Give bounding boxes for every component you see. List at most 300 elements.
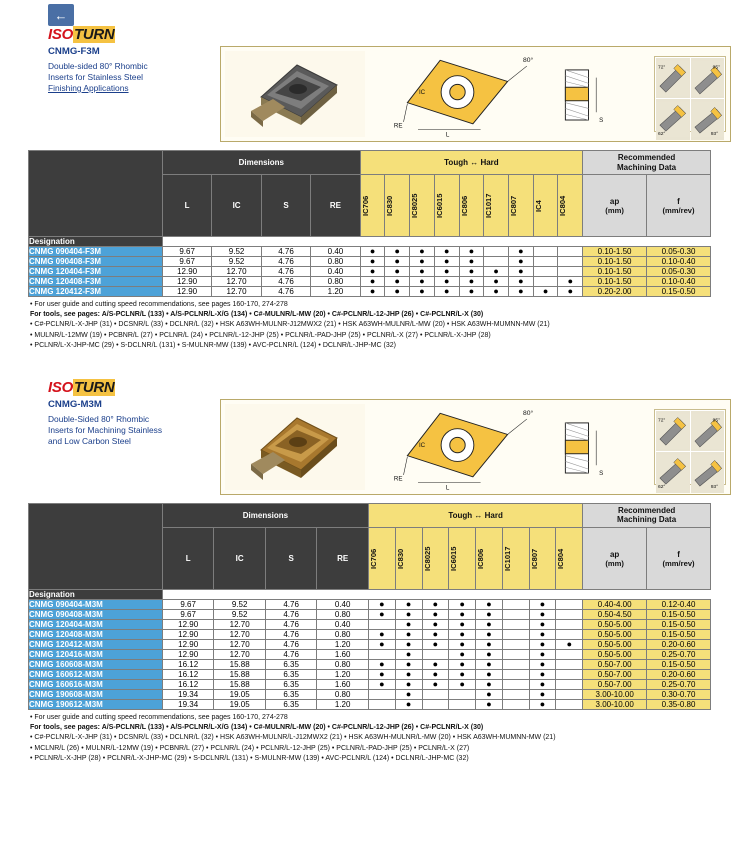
table-row[interactable] bbox=[29, 660, 711, 670]
col-grade-3-f3m: IC6015 bbox=[434, 175, 459, 237]
cell-grade-IC806: ● bbox=[459, 247, 484, 257]
col-grade-5-m3m: IC1017 bbox=[502, 528, 529, 590]
note-line-0: • For user guide and cutting speed recommendations, see pages 160-170, 274-278 bbox=[30, 301, 288, 309]
table-row[interactable] bbox=[29, 277, 711, 287]
cell-f: 0.15-0.50 bbox=[647, 660, 711, 670]
product-subtitle-line-2: Inserts for Stainless Steel bbox=[48, 71, 143, 82]
cell-ic: 15.88 bbox=[214, 680, 266, 690]
cell-grade-IC1017 bbox=[502, 630, 529, 640]
cell-grade-IC1017 bbox=[502, 620, 529, 630]
cell-l: 12.90 bbox=[162, 640, 214, 650]
cell-grade-IC6015: ● bbox=[434, 277, 459, 287]
col-grade-0-m3m: IC706 bbox=[368, 528, 395, 590]
cell-ic: 12.70 bbox=[214, 640, 266, 650]
machining-line-1-m3m: Recommended bbox=[617, 505, 676, 515]
cell-re: 1.60 bbox=[317, 650, 369, 660]
svg-text:L: L bbox=[445, 131, 450, 139]
table-row[interactable] bbox=[29, 620, 711, 630]
arrow-icon: ↔ bbox=[470, 158, 479, 168]
cell-grade-IC6015: ● bbox=[449, 600, 476, 610]
col-grade-2-f3m: IC8025 bbox=[410, 175, 435, 237]
cell-s: 4.76 bbox=[265, 600, 317, 610]
table-row[interactable] bbox=[29, 670, 711, 680]
cell-l: 12.90 bbox=[162, 620, 214, 630]
cell-grade-IC807: ● bbox=[529, 600, 556, 610]
cell-designation: CNMG 190608-M3M bbox=[29, 690, 163, 700]
cell-grade-IC804 bbox=[558, 257, 583, 267]
cell-grade-IC8025: ● bbox=[422, 660, 449, 670]
cell-grade-IC4: ● bbox=[533, 287, 558, 297]
cell-grade-IC1017: ● bbox=[484, 277, 509, 287]
cell-ic: 12.70 bbox=[214, 620, 266, 630]
cell-grade-IC6015: ● bbox=[449, 660, 476, 670]
cell-re: 1.20 bbox=[317, 640, 369, 650]
cell-grade-IC804: ● bbox=[556, 640, 583, 650]
col-designation-m3m: Designation bbox=[29, 590, 163, 600]
cell-s: 6.35 bbox=[265, 690, 317, 700]
table-row[interactable] bbox=[29, 650, 711, 660]
cell-grade-IC807: ● bbox=[529, 620, 556, 630]
cell-ap: 0.50-4.50 bbox=[583, 610, 647, 620]
insert-diagram-panel-f3m bbox=[220, 46, 731, 142]
cell-s: 6.35 bbox=[265, 660, 317, 670]
machining-line-1: Recommended bbox=[617, 153, 676, 162]
cell-s: 4.76 bbox=[265, 640, 317, 650]
cell-grade-IC804 bbox=[556, 600, 583, 610]
product-heading-m3m bbox=[48, 399, 216, 495]
cell-f: 0.35-0.80 bbox=[647, 700, 711, 710]
cell-grade-IC804 bbox=[556, 690, 583, 700]
cell-grade-IC1017 bbox=[502, 600, 529, 610]
cell-l: 9.67 bbox=[162, 257, 211, 267]
cell-grade-IC807: ● bbox=[509, 247, 534, 257]
f-unit: (mm/rev) bbox=[662, 205, 695, 215]
cell-grade-IC706: ● bbox=[368, 630, 395, 640]
cell-grade-IC6015: ● bbox=[449, 620, 476, 630]
cell-s: 4.76 bbox=[265, 620, 317, 630]
cell-grade-IC830: ● bbox=[395, 660, 422, 670]
col-L-m3m: L bbox=[162, 528, 214, 590]
note-line-4-m3m: • PCLNR/L-X-JHP (28) • PCLNR/L-X-JHP-MC (29) • S-DCLNR/L (131) • S-MULNR-MW (139) • AVC-PCLNR/L (124) • DCLNR/L-JHP-MC (32) bbox=[30, 754, 469, 762]
note-line-4: • PCLNR/L-X-JHP-MC (29) • S-DCLNR/L (131) • S-MULNR-MW (139) • AVC-PCLNR/L (124) • DCLNR/L-JHP-MC (32) bbox=[30, 341, 396, 349]
cell-s: 4.76 bbox=[261, 277, 310, 287]
ap-unit: (mm) bbox=[605, 205, 624, 215]
cell-grade-IC706: ● bbox=[360, 257, 385, 267]
cell-re: 1.60 bbox=[317, 680, 369, 690]
cell-re: 0.80 bbox=[317, 690, 369, 700]
cell-grade-IC706: ● bbox=[360, 277, 385, 287]
cell-f: 0.25-0.70 bbox=[647, 680, 711, 690]
cell-grade-IC4 bbox=[533, 257, 558, 267]
cell-f: 0.30-0.70 bbox=[647, 690, 711, 700]
cell-ic: 12.70 bbox=[214, 630, 266, 640]
note-line-2: • C#-PCLNR/L-X-JHP (31) • DCSNR/L (33) • DCLNR/L (32) • HSK A63WH-MULNR-J12MWX2 (21) • HSK A63WH-MULNR/L-MW (20) • HSK A63WH-MUMNN-MW (21) bbox=[30, 321, 550, 329]
insert-diagram-panel-m3m bbox=[220, 399, 731, 495]
cell-grade-IC6015: ● bbox=[449, 650, 476, 660]
svg-text:95°: 95° bbox=[712, 418, 720, 424]
col-grade-2-m3m: IC8025 bbox=[422, 528, 449, 590]
table-row[interactable] bbox=[29, 247, 711, 257]
cell-grade-IC6015 bbox=[449, 690, 476, 700]
cell-grade-IC706 bbox=[368, 700, 395, 710]
cell-grade-IC8025 bbox=[422, 650, 449, 660]
cell-designation: CNMG 090408-M3M bbox=[29, 610, 163, 620]
cell-grade-IC807: ● bbox=[529, 700, 556, 710]
group-machining-f3m bbox=[583, 151, 711, 175]
cell-grade-IC706: ● bbox=[368, 600, 395, 610]
col-grade-8-f3m: IC804 bbox=[558, 175, 583, 237]
cell-grade-IC6015: ● bbox=[434, 257, 459, 267]
brand-turn-text: TURN bbox=[73, 26, 115, 43]
cell-grade-IC806: ● bbox=[476, 650, 503, 660]
cell-re: 0.80 bbox=[311, 257, 360, 267]
cell-s: 6.35 bbox=[265, 700, 317, 710]
cell-re: 0.40 bbox=[311, 267, 360, 277]
cell-ic: 9.52 bbox=[212, 247, 261, 257]
cell-f: 0.15-0.50 bbox=[647, 620, 711, 630]
table-row[interactable] bbox=[29, 287, 711, 297]
cell-s: 4.76 bbox=[261, 247, 310, 257]
cell-ic: 12.70 bbox=[214, 650, 266, 660]
cell-f: 0.15-0.50 bbox=[647, 287, 711, 297]
cell-designation: CNMG 120412-F3M bbox=[29, 287, 163, 297]
cell-l: 9.67 bbox=[162, 610, 214, 620]
cell-ap: 0.50-5.00 bbox=[583, 640, 647, 650]
cell-designation: CNMG 120404-F3M bbox=[29, 267, 163, 277]
group-tough-hard-f3m bbox=[360, 151, 582, 175]
col-grade-1-f3m: IC830 bbox=[385, 175, 410, 237]
cell-grade-IC6015: ● bbox=[434, 267, 459, 277]
cell-grade-IC807: ● bbox=[529, 610, 556, 620]
table-row[interactable] bbox=[29, 680, 711, 690]
cell-grade-IC804: ● bbox=[558, 287, 583, 297]
holder-icon-3 bbox=[656, 99, 690, 139]
cell-grade-IC1017 bbox=[502, 700, 529, 710]
spec-table-f3m bbox=[28, 150, 711, 297]
cell-grade-IC1017 bbox=[502, 650, 529, 660]
cell-grade-IC804 bbox=[558, 247, 583, 257]
col-RE-f3m: RE bbox=[311, 175, 360, 237]
cell-grade-IC6015: ● bbox=[449, 610, 476, 620]
cell-f: 0.10-0.40 bbox=[647, 257, 711, 267]
note-line-2-m3m: • C#-PCLNR/L-X-JHP (31) • DCSNR/L (33) • DCLNR/L (32) • HSK A63WH-MULNR/L-J12MWX2 (21) • HSK A63WH-MULNR/L-MW (20) • HSK A63WH-MUMNN-MW (21) bbox=[30, 734, 556, 742]
table-row[interactable] bbox=[29, 267, 711, 277]
cell-ic: 15.88 bbox=[214, 670, 266, 680]
cell-grade-IC8025: ● bbox=[422, 620, 449, 630]
cell-grade-IC706: ● bbox=[368, 610, 395, 620]
group-machining-m3m bbox=[583, 503, 711, 527]
cell-grade-IC804 bbox=[556, 630, 583, 640]
cell-grade-IC806: ● bbox=[476, 620, 503, 630]
cell-re: 0.80 bbox=[317, 610, 369, 620]
cell-designation: CNMG 120408-F3M bbox=[29, 277, 163, 287]
cell-grade-IC1017 bbox=[502, 690, 529, 700]
insert-dimension-drawing-f3m bbox=[365, 47, 654, 141]
cell-s: 4.76 bbox=[265, 610, 317, 620]
cell-ic: 9.52 bbox=[212, 257, 261, 267]
cell-grade-IC830: ● bbox=[395, 640, 422, 650]
holder-icon-4 bbox=[691, 99, 725, 139]
product-heading-f3m bbox=[48, 46, 216, 142]
cell-ap: 0.50-7.00 bbox=[583, 660, 647, 670]
col-grade-3-m3m: IC6015 bbox=[449, 528, 476, 590]
cell-designation: CNMG 120408-M3M bbox=[29, 630, 163, 640]
cell-ap: 0.10-1.50 bbox=[583, 267, 647, 277]
cell-grade-IC8025: ● bbox=[410, 287, 435, 297]
cell-grade-IC706 bbox=[368, 650, 395, 660]
svg-text:IC: IC bbox=[418, 441, 426, 449]
svg-text:IC: IC bbox=[418, 89, 426, 96]
cell-grade-IC1017: ● bbox=[484, 267, 509, 277]
cell-grade-IC806: ● bbox=[476, 670, 503, 680]
cell-designation: CNMG 090408-F3M bbox=[29, 257, 163, 267]
table-corner-m3m bbox=[29, 503, 163, 589]
col-f-m3m bbox=[647, 528, 711, 590]
cell-grade-IC8025: ● bbox=[422, 670, 449, 680]
f-unit-m3m: (mm/rev) bbox=[662, 558, 695, 568]
product-title: CNMG-F3M bbox=[48, 46, 100, 57]
cell-ap: 0.40-4.00 bbox=[583, 600, 647, 610]
cell-grade-IC804 bbox=[556, 620, 583, 630]
cell-designation: CNMG 120416-M3M bbox=[29, 650, 163, 660]
cell-ap: 0.10-1.50 bbox=[583, 277, 647, 287]
cell-s: 4.76 bbox=[265, 630, 317, 640]
col-grade-7-f3m: IC4 bbox=[533, 175, 558, 237]
table-body-m3m bbox=[29, 600, 711, 710]
cell-grade-IC8025: ● bbox=[410, 247, 435, 257]
cell-grade-IC706: ● bbox=[368, 680, 395, 690]
cell-f: 0.05-0.30 bbox=[647, 267, 711, 277]
holder-icon-1-m3m bbox=[656, 411, 690, 451]
cell-grade-IC830: ● bbox=[395, 650, 422, 660]
machining-line-2: Machining Data bbox=[617, 162, 677, 172]
cell-grade-IC6015: ● bbox=[449, 680, 476, 690]
cell-grade-IC806: ● bbox=[476, 600, 503, 610]
note-line-3: • MULNR/L-12MW (19) • PCBNR/L (27) • PCLNR/L (24) • PCLNR/L-12-JHP (25) • PCLNR/L-PAD-JHP (25) • PCLNR/L-X (27) • PCLNR/L-X-JHP (28) bbox=[30, 331, 491, 339]
note-line-3-m3m: • MCLNR/L (26) • MULNR/L-12MW (19) • PCBNR/L (27) • PCLNR/L (24) • PCLNR/L-12-JHP (25) • PCLNR/L-PAD-JHP (25) • PCLNR/L-X (27) bbox=[30, 744, 470, 752]
cell-grade-IC806: ● bbox=[476, 680, 503, 690]
cell-grade-IC706: ● bbox=[360, 247, 385, 257]
table-row[interactable] bbox=[29, 690, 711, 700]
cell-grade-IC807: ● bbox=[509, 267, 534, 277]
cell-designation: CNMG 120404-M3M bbox=[29, 620, 163, 630]
cell-grade-IC830: ● bbox=[385, 267, 410, 277]
cell-grade-IC804 bbox=[556, 660, 583, 670]
cell-grade-IC4 bbox=[533, 247, 558, 257]
cell-grade-IC6015: ● bbox=[434, 287, 459, 297]
cell-l: 12.90 bbox=[162, 630, 214, 640]
cell-grade-IC807: ● bbox=[529, 640, 556, 650]
table-row[interactable] bbox=[29, 610, 711, 620]
col-RE-m3m: RE bbox=[317, 528, 369, 590]
cell-grade-IC8025: ● bbox=[410, 277, 435, 287]
cell-ap: 3.00-10.00 bbox=[583, 700, 647, 710]
spec-table-m3m bbox=[28, 503, 711, 710]
cell-grade-IC804 bbox=[556, 680, 583, 690]
cell-designation: CNMG 120412-M3M bbox=[29, 640, 163, 650]
table-row[interactable] bbox=[29, 600, 711, 610]
cell-s: 4.76 bbox=[265, 650, 317, 660]
cell-l: 9.67 bbox=[162, 600, 214, 610]
label-tough: Tough bbox=[444, 158, 468, 168]
cell-grade-IC8025: ● bbox=[410, 257, 435, 267]
cell-grade-IC8025 bbox=[422, 700, 449, 710]
cell-grade-IC804 bbox=[556, 700, 583, 710]
cell-ap: 0.50-7.00 bbox=[583, 680, 647, 690]
table-row[interactable] bbox=[29, 257, 711, 267]
product-subtitle-underlined: Finishing Applications bbox=[48, 82, 129, 93]
cell-re: 1.20 bbox=[311, 287, 360, 297]
cell-re: 0.40 bbox=[317, 600, 369, 610]
cell-grade-IC807: ● bbox=[529, 650, 556, 660]
cell-grade-IC806: ● bbox=[459, 267, 484, 277]
cell-l: 12.90 bbox=[162, 267, 211, 277]
cell-grade-IC830: ● bbox=[385, 287, 410, 297]
cell-ic: 12.70 bbox=[212, 267, 261, 277]
cell-s: 6.35 bbox=[265, 680, 317, 690]
cell-designation: CNMG 160608-M3M bbox=[29, 660, 163, 670]
cell-f: 0.12-0.40 bbox=[647, 600, 711, 610]
note-line-0-m3m: • For user guide and cutting speed recommendations, see pages 160-170, 274-278 bbox=[30, 714, 288, 722]
cell-grade-IC1017 bbox=[484, 247, 509, 257]
col-grade-7-m3m: IC804 bbox=[556, 528, 583, 590]
cell-grade-IC6015 bbox=[449, 700, 476, 710]
cell-re: 0.80 bbox=[317, 630, 369, 640]
cell-ic: 12.70 bbox=[212, 287, 261, 297]
col-grade-4-m3m: IC806 bbox=[476, 528, 503, 590]
cell-re: 0.40 bbox=[311, 247, 360, 257]
cell-ap: 0.10-1.50 bbox=[583, 257, 647, 267]
table-row[interactable] bbox=[29, 640, 711, 650]
cell-grade-IC6015: ● bbox=[434, 247, 459, 257]
ap-label: ap bbox=[609, 196, 620, 206]
cell-designation: CNMG 160612-M3M bbox=[29, 670, 163, 680]
svg-text:93°: 93° bbox=[710, 132, 718, 138]
cell-ap: 0.50-5.00 bbox=[583, 630, 647, 640]
holder-icon-3-m3m bbox=[656, 452, 690, 492]
holder-icon-2-m3m bbox=[691, 411, 725, 451]
cell-ic: 19.05 bbox=[214, 700, 266, 710]
cell-grade-IC4 bbox=[533, 277, 558, 287]
cell-grade-IC804 bbox=[556, 610, 583, 620]
cell-re: 0.80 bbox=[317, 660, 369, 670]
col-S-m3m: S bbox=[265, 528, 317, 590]
group-dimensions-m3m: Dimensions bbox=[162, 503, 368, 527]
cell-grade-IC706: ● bbox=[368, 660, 395, 670]
insert-photo-f3m bbox=[225, 51, 365, 137]
svg-text:72°: 72° bbox=[657, 418, 666, 424]
svg-text:95°: 95° bbox=[712, 65, 720, 71]
product-subtitle-line-1: Double-sided 80° Rhombic bbox=[48, 60, 148, 71]
col-grade-1-m3m: IC830 bbox=[395, 528, 422, 590]
cell-ap: 0.50-5.00 bbox=[583, 650, 647, 660]
cell-grade-IC807: ● bbox=[509, 287, 534, 297]
cell-grade-IC8025: ● bbox=[422, 600, 449, 610]
cell-designation: CNMG 190612-M3M bbox=[29, 700, 163, 710]
cell-grade-IC804 bbox=[556, 670, 583, 680]
cell-grade-IC806: ● bbox=[476, 660, 503, 670]
cell-f: 0.15-0.50 bbox=[647, 630, 711, 640]
cell-grade-IC1017 bbox=[502, 640, 529, 650]
cell-ic: 19.05 bbox=[214, 690, 266, 700]
label-hard: Hard bbox=[480, 158, 499, 168]
col-IC-f3m: IC bbox=[212, 175, 261, 237]
ap-unit-m3m: (mm) bbox=[605, 558, 624, 568]
group-tough-hard-m3m bbox=[368, 503, 582, 527]
cell-designation: CNMG 160616-M3M bbox=[29, 680, 163, 690]
cell-grade-IC806: ● bbox=[476, 700, 503, 710]
cell-grade-IC6015: ● bbox=[449, 670, 476, 680]
cell-ic: 9.52 bbox=[214, 610, 266, 620]
insert-dimension-drawing-m3m bbox=[365, 400, 654, 494]
cell-grade-IC706: ● bbox=[360, 267, 385, 277]
f-label-m3m: f bbox=[677, 549, 680, 559]
cell-grade-IC804 bbox=[558, 267, 583, 277]
cell-grade-IC6015: ● bbox=[449, 630, 476, 640]
cell-grade-IC1017 bbox=[484, 257, 509, 267]
cell-grade-IC830: ● bbox=[395, 600, 422, 610]
cell-grade-IC806: ● bbox=[476, 610, 503, 620]
cell-grade-IC8025: ● bbox=[422, 680, 449, 690]
cell-re: 0.40 bbox=[317, 620, 369, 630]
svg-text:62°: 62° bbox=[657, 132, 666, 138]
cell-grade-IC806: ● bbox=[459, 277, 484, 287]
cell-l: 16.12 bbox=[162, 680, 214, 690]
svg-text:80°: 80° bbox=[522, 410, 534, 418]
product-subtitle-2-line-3: and Low Carbon Steel bbox=[48, 435, 131, 446]
label-hard-2: Hard bbox=[484, 510, 503, 520]
cell-grade-IC830: ● bbox=[395, 670, 422, 680]
cell-grade-IC1017: ● bbox=[484, 287, 509, 297]
cell-s: 6.35 bbox=[265, 670, 317, 680]
cell-ap: 0.50-5.00 bbox=[583, 620, 647, 630]
cell-grade-IC807: ● bbox=[529, 660, 556, 670]
cell-grade-IC830: ● bbox=[395, 690, 422, 700]
group-dimensions-f3m: Dimensions bbox=[162, 151, 360, 175]
cell-grade-IC830: ● bbox=[395, 700, 422, 710]
cell-grade-IC1017 bbox=[502, 610, 529, 620]
machining-line-2-m3m: Machining Data bbox=[617, 515, 677, 525]
cell-grade-IC8025: ● bbox=[410, 267, 435, 277]
table-row[interactable] bbox=[29, 700, 711, 710]
cell-grade-IC1017 bbox=[502, 680, 529, 690]
cell-s: 4.76 bbox=[261, 287, 310, 297]
cell-designation: CNMG 090404-M3M bbox=[29, 600, 163, 610]
product-section-f3m bbox=[0, 26, 739, 351]
cell-grade-IC830: ● bbox=[385, 247, 410, 257]
cell-grade-IC807: ● bbox=[529, 630, 556, 640]
arrow-icon-2: ↔ bbox=[474, 510, 483, 520]
insert-photo-m3m bbox=[225, 404, 365, 490]
table-corner-f3m bbox=[29, 151, 163, 237]
cell-grade-IC804 bbox=[556, 650, 583, 660]
back-button[interactable]: ← bbox=[48, 4, 74, 26]
notes-m3m bbox=[28, 713, 711, 764]
cell-grade-IC1017 bbox=[502, 660, 529, 670]
cell-grade-IC830: ● bbox=[395, 680, 422, 690]
col-grade-4-f3m: IC806 bbox=[459, 175, 484, 237]
table-row[interactable] bbox=[29, 630, 711, 640]
label-tough-2: Tough bbox=[448, 510, 473, 520]
col-grade-5-f3m: IC1017 bbox=[484, 175, 509, 237]
col-L-f3m: L bbox=[162, 175, 211, 237]
cell-f: 0.10-0.40 bbox=[647, 277, 711, 287]
cell-grade-IC706 bbox=[368, 690, 395, 700]
svg-text:93°: 93° bbox=[710, 485, 718, 491]
cell-designation: CNMG 090404-F3M bbox=[29, 247, 163, 257]
col-S-f3m: S bbox=[261, 175, 310, 237]
cell-grade-IC830: ● bbox=[395, 630, 422, 640]
